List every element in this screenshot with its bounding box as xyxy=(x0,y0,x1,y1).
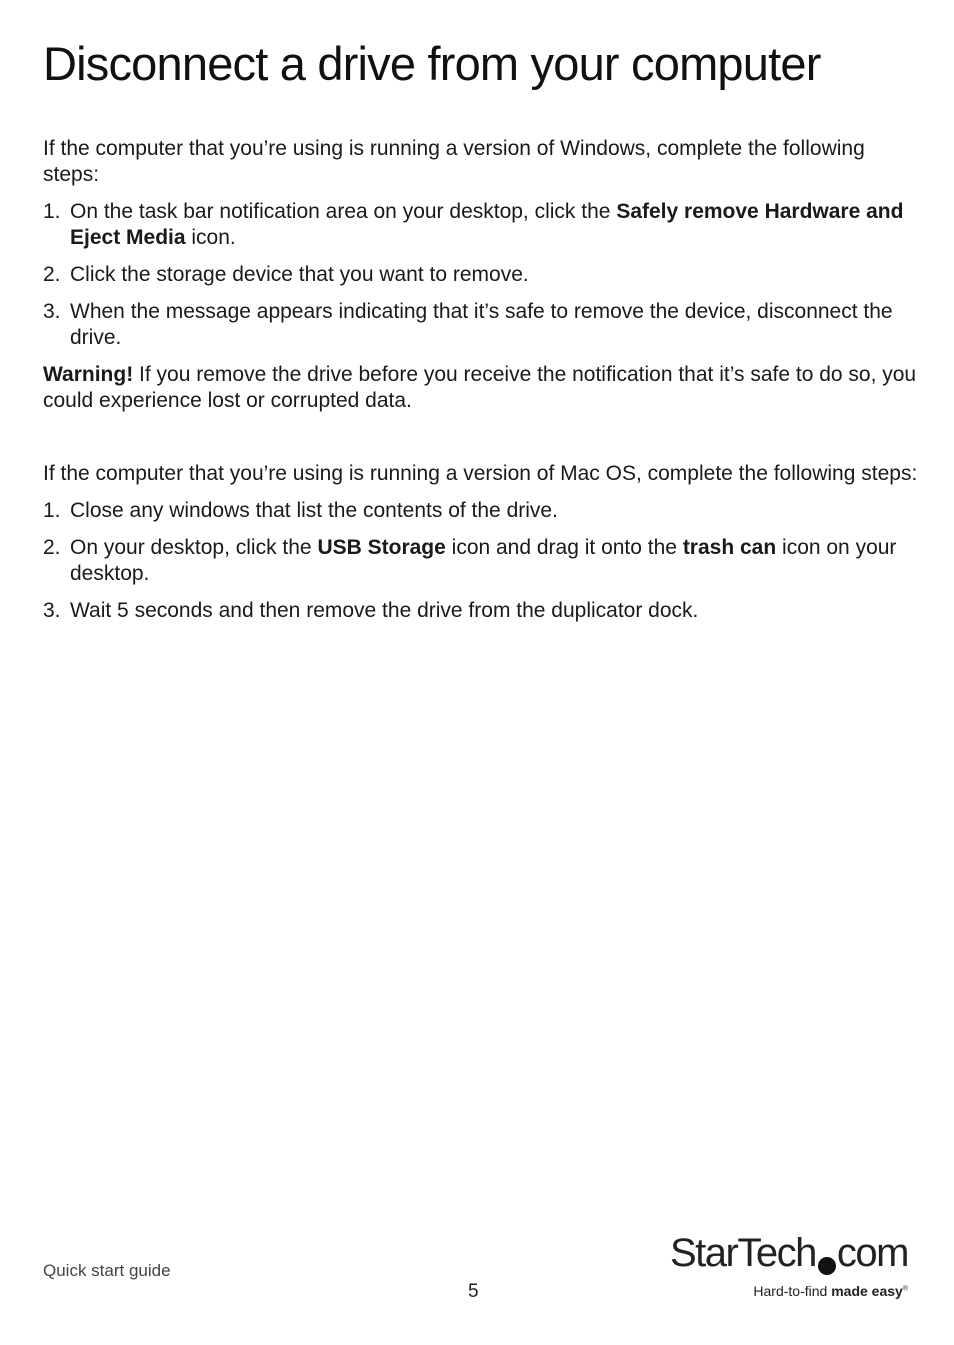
step-text-run: When the message appears indicating that it’s safe to remove the device, disconnect the drive. xyxy=(70,300,893,349)
windows-intro: If the computer that you’re using is running a version of Windows, complete the following steps: xyxy=(43,137,865,186)
step-text-run: On the task bar notification area on your desktop, click the xyxy=(70,200,617,223)
page-number: 5 xyxy=(468,1281,479,1302)
registered-mark: ® xyxy=(902,1285,908,1293)
warning-text: If you remove the drive before you receive the notification that it’s safe to do so, you could experience lost or corrupted data. xyxy=(43,363,917,412)
step-text-run: icon. xyxy=(185,226,236,249)
step-number: 1. xyxy=(43,200,61,223)
mac-step-2 xyxy=(43,535,918,587)
mac-section xyxy=(43,461,918,635)
warning-label: Warning! xyxy=(43,363,134,386)
step-emphasis: USB Storage xyxy=(317,536,446,559)
step-number: 1. xyxy=(43,499,61,522)
mac-step-1 xyxy=(43,498,918,524)
windows-step-3 xyxy=(43,299,918,351)
mac-intro: If the computer that you’re using is running a version of Mac OS, complete the following steps: xyxy=(43,462,918,485)
step-text-run: Click the storage device that you want to remove. xyxy=(70,263,529,286)
step-text-run: On your desktop, click the xyxy=(70,536,318,559)
logo-dot-icon xyxy=(818,1257,836,1275)
step-number: 3. xyxy=(43,300,61,323)
windows-section xyxy=(43,136,918,414)
step-text xyxy=(70,199,918,251)
step-text xyxy=(70,535,918,587)
logo-wordmark xyxy=(670,1231,910,1275)
logo-tagline-regular: Hard-to-find xyxy=(753,1283,832,1299)
logo-tagline xyxy=(753,1283,908,1299)
brand-logo xyxy=(670,1231,910,1303)
step-text-run: icon on your desktop. xyxy=(70,536,897,585)
warning-note xyxy=(43,362,918,414)
step-text-run: Wait 5 seconds and then remove the drive from the duplicator dock. xyxy=(70,599,699,622)
step-text-run: Close any windows that list the contents of the drive. xyxy=(70,499,558,522)
step-text xyxy=(70,299,918,351)
step-emphasis: trash can xyxy=(682,536,777,559)
step-text xyxy=(70,598,918,624)
windows-steps-list xyxy=(43,199,918,351)
mac-step-3 xyxy=(43,598,918,624)
windows-step-2 xyxy=(43,262,918,288)
logo-wordmark-left: StarTech xyxy=(670,1231,816,1275)
windows-step-1 xyxy=(43,199,918,251)
step-number: 3. xyxy=(43,599,61,622)
step-emphasis: Safely remove Hardware and Eject Media xyxy=(70,200,904,249)
step-text-run: icon and drag it onto the xyxy=(445,536,683,559)
step-number: 2. xyxy=(43,536,61,559)
mac-steps-list xyxy=(43,498,918,624)
footer-label: Quick start guide xyxy=(43,1261,171,1280)
logo-tagline-bold: made easy xyxy=(831,1283,903,1299)
step-number: 2. xyxy=(43,263,61,286)
step-text xyxy=(70,498,918,524)
page-title: Disconnect a drive from your computer xyxy=(43,37,821,90)
step-text xyxy=(70,262,918,288)
logo-wordmark-right: com xyxy=(836,1231,908,1275)
